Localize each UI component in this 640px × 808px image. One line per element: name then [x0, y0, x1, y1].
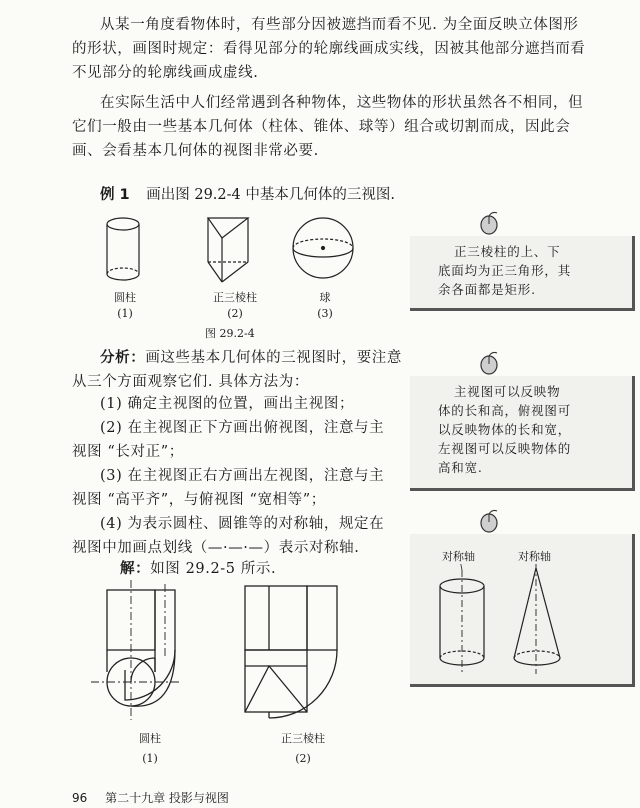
analysis-line-1 — [100, 347, 402, 371]
solution-text: 如图 29.2-5 所示. — [150, 561, 277, 577]
fig4-title: 图 29.2-4 — [205, 327, 255, 340]
analysis-step-3b: 视图 “高平齐”，与俯视图 “宽相等”； — [72, 492, 326, 508]
sidenote-3 — [410, 534, 635, 687]
axis-label-right: 对称轴 — [518, 550, 551, 563]
page-footer — [72, 789, 229, 806]
sphere-drawing — [293, 218, 353, 278]
example-heading — [100, 183, 395, 204]
solution-line — [120, 558, 276, 582]
fig5-name-1: 圆柱 — [139, 732, 161, 745]
triangular-prism-drawing — [208, 218, 248, 282]
analysis-step-2a: (2) 在主视图正下方画出俯视图，注意与主 — [100, 420, 385, 436]
axis-figure — [420, 564, 620, 680]
sidenote-1-line-3: 余各面都是矩形. — [438, 282, 536, 297]
axis-label-left: 对称轴 — [442, 550, 475, 563]
intro-line-2: 的形状，画图时规定：看得见部分的轮廓线画成实线，因被其他部分遮挡而看 — [72, 41, 586, 57]
fig4-caption-3 — [295, 289, 355, 320]
fig4-num-1: (1) — [117, 307, 133, 320]
fig5-name-2: 正三棱柱 — [281, 732, 325, 745]
analysis-step-4a: (4) 为表示圆柱、圆锥等的对称轴，规定在 — [100, 516, 385, 532]
intro-line-4: 在实际生活中人们经常遇到各种物体，这些物体的形状虽然各不相同，但 — [100, 95, 584, 111]
fig5-caption-1 — [120, 730, 180, 765]
mouse-icon — [476, 350, 502, 376]
figure-29-2-5-prism-views — [243, 580, 365, 728]
example-label: 例 1 — [100, 187, 130, 203]
sidenote-2-line-2: 体的长和高，俯视图可 — [438, 403, 572, 418]
fig4-caption-1 — [95, 289, 155, 320]
fig4-name-3: 球 — [319, 291, 331, 304]
sidenote-2-line-1: 主视图可以反映物 — [454, 384, 561, 399]
analysis-step-4b: 视图中加画点划线（—·—·—）表示对称轴. — [72, 540, 360, 556]
fig5-num-1: (1) — [142, 752, 158, 765]
page-number: 96 — [72, 791, 88, 805]
cylinder-drawing — [107, 218, 139, 280]
solution-label: 解： — [120, 561, 151, 577]
sidenote-2 — [410, 376, 635, 491]
fig4-num-2: (2) — [227, 307, 243, 320]
fig5-caption-2 — [268, 730, 338, 765]
analysis-text: 画这些基本几何体的三视图时，要注意 — [145, 350, 403, 366]
intro-line-6: 画、会看基本几何体的视图非常必要. — [72, 143, 319, 159]
sidenote-1-line-1: 正三棱柱的上、下 — [454, 244, 561, 259]
sidenote-1-line-2: 底面均为正三角形，其 — [438, 263, 572, 278]
fig4-caption-2 — [200, 289, 270, 320]
analysis-line-2: 从三个方面观察它们. 具体方法为： — [72, 374, 309, 390]
sidenote-2-line-5: 高和宽. — [438, 460, 483, 475]
analysis-label: 分析： — [100, 350, 146, 366]
fig4-name-1: 圆柱 — [114, 291, 136, 304]
fig4-name-2: 正三棱柱 — [213, 291, 257, 304]
intro-line-3: 不见部分的轮廓线画成虚线. — [72, 65, 259, 81]
sidenote-2-line-4: 左视图可以反映物体的 — [438, 441, 572, 456]
analysis-step-2b: 视图 “长对正”； — [72, 444, 184, 460]
sidenote-1 — [410, 236, 635, 311]
chapter-title: 第二十九章 投影与视图 — [105, 791, 229, 805]
mouse-icon — [476, 508, 502, 534]
intro-line-5: 它们一般由一些基本几何体（柱体、锥体、球等）组合或切割而成，因此会 — [72, 119, 571, 135]
analysis-step-3a: (3) 在主视图正右方画出左视图，注意与主 — [100, 468, 385, 484]
mouse-icon — [476, 210, 502, 236]
figure-29-2-5-cylinder-views — [85, 580, 225, 728]
analysis-step-1: (1) 确定主视图的位置，画出主视图； — [100, 396, 355, 412]
fig4-num-3: (3) — [317, 307, 333, 320]
example-text: 画出图 29.2-4 中基本几何体的三视图. — [146, 187, 395, 203]
figure-29-2-4 — [90, 210, 370, 290]
intro-line-1: 从某一角度看物体时，有些部分因被遮挡而看不见. 为全面反映立体图形 — [100, 17, 579, 33]
sidenote-2-line-3: 以反映物体的长和宽， — [438, 422, 572, 437]
fig5-num-2: (2) — [295, 752, 311, 765]
